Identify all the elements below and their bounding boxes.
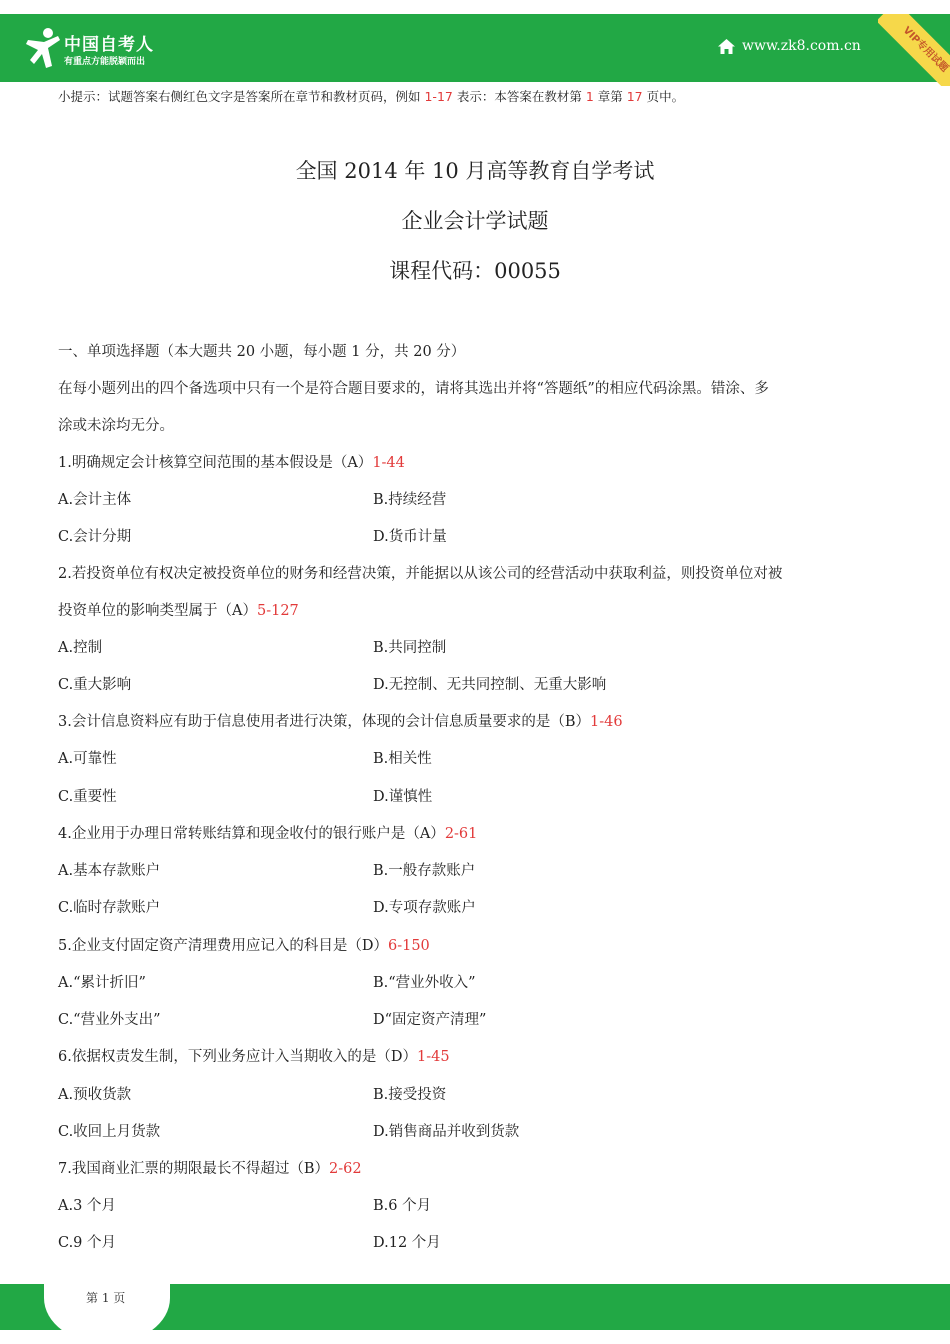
option-b: B.6 个月 bbox=[373, 1198, 432, 1214]
home-icon bbox=[718, 39, 735, 54]
site-logo[interactable] bbox=[24, 24, 174, 74]
option-c: C.“营业外支出” bbox=[58, 1012, 161, 1028]
tip-chapter: 1 bbox=[585, 89, 594, 104]
answer-ref: 2-62 bbox=[329, 1161, 362, 1177]
section-instructions: 在每小题列出的四个备选项中只有一个是符合题目要求的，请将其选出并将“答题纸”的相应代码涂黑。错涂、多 bbox=[58, 381, 769, 397]
option-b: B.持续经营 bbox=[373, 492, 447, 508]
logo-slogan: 有重点方能脱颖而出 bbox=[64, 57, 146, 67]
tip-line bbox=[58, 87, 684, 105]
question-stem: 2.若投资单位有权决定被投资单位的财务和经营决策，并能据以从该公司的经营活动中获取利益，则投资单位对被 bbox=[58, 566, 783, 582]
answer-ref: 2-61 bbox=[444, 826, 478, 842]
exam-title: 全国 2014 年 10 月高等教育自学考试 bbox=[295, 159, 655, 183]
tip-page: 17 bbox=[626, 89, 643, 104]
option-c: C.临时存款账户 bbox=[58, 900, 161, 916]
question-stem: 7.我国商业汇票的期限最长不得超过（B）2-62 bbox=[58, 1161, 362, 1177]
option-a: A.会计主体 bbox=[58, 492, 132, 508]
option-d: D.专项存款账户 bbox=[373, 900, 476, 916]
option-a: A.3 个月 bbox=[58, 1198, 116, 1214]
option-d: D.货币计量 bbox=[373, 529, 447, 545]
option-d: D.谨慎性 bbox=[373, 789, 433, 805]
option-b: B.接受投资 bbox=[373, 1087, 447, 1103]
option-b: B.共同控制 bbox=[373, 640, 447, 656]
option-c: C.会计分期 bbox=[58, 529, 132, 545]
question-stem: 6.依据权责发生制，下列业务应计入当期收入的是（D）1-45 bbox=[58, 1049, 450, 1065]
option-c: C.重大影响 bbox=[58, 677, 132, 693]
answer-ref: 6-150 bbox=[387, 938, 430, 954]
option-d: D.销售商品并收到货款 bbox=[373, 1124, 520, 1140]
question-stem: 4.企业用于办理日常转账结算和现金收付的银行账户是（A）2-61 bbox=[58, 826, 478, 842]
question-stem-continued: 投资单位的影响类型属于（A）5-127 bbox=[58, 603, 299, 619]
option-b: B.“营业外收入” bbox=[373, 975, 476, 991]
answer-ref: 1-45 bbox=[416, 1049, 450, 1065]
option-d: D.12 个月 bbox=[373, 1235, 441, 1251]
option-b: B.一般存款账户 bbox=[373, 863, 476, 879]
footer-page-tab bbox=[44, 1276, 170, 1344]
option-c: C.收回上月货款 bbox=[58, 1124, 161, 1140]
tip-text: 表示：本答案在教材第 bbox=[452, 89, 586, 104]
person-logo-icon bbox=[24, 26, 62, 70]
answer-ref: 5-127 bbox=[256, 603, 299, 619]
subject-title: 企业会计学试题 bbox=[401, 209, 549, 233]
logo-name: 中国自考人 bbox=[64, 35, 154, 55]
site-url: www.zk8.com.cn bbox=[742, 38, 861, 54]
vip-label: VIP专用试题 bbox=[878, 14, 950, 86]
course-code: 课程代码：00055 bbox=[389, 259, 561, 283]
tip-text: 页中。 bbox=[642, 89, 685, 104]
option-b: B.相关性 bbox=[373, 751, 432, 767]
option-a: A.可靠性 bbox=[58, 751, 117, 767]
answer-ref: 1-46 bbox=[590, 714, 623, 730]
option-a: A.“累计折旧” bbox=[58, 975, 146, 991]
question-stem: 3.会计信息资料应有助于信息使用者进行决策，体现的会计信息质量要求的是（B）1-46 bbox=[58, 714, 623, 730]
option-a: A.控制 bbox=[58, 640, 103, 656]
option-a: A.预收货款 bbox=[58, 1087, 132, 1103]
tip-text: 章第 bbox=[593, 89, 627, 104]
header-banner bbox=[0, 14, 950, 82]
tip-example-ref: 1-17 bbox=[424, 89, 453, 104]
option-c: C.重要性 bbox=[58, 789, 117, 805]
answer-ref: 1-44 bbox=[372, 455, 405, 471]
question-stem: 1.明确规定会计核算空间范围的基本假设是（A）1-44 bbox=[58, 455, 405, 471]
vip-corner-badge bbox=[878, 14, 950, 86]
option-d: D“固定资产清理” bbox=[373, 1012, 487, 1028]
section-heading: 一、单项选择题（本大题共 20 小题，每小题 1 分，共 20 分） bbox=[58, 344, 466, 360]
page-number: 第 1 页 bbox=[86, 1291, 126, 1305]
question-stem: 5.企业支付固定资产清理费用应记入的科目是（D）6-150 bbox=[58, 938, 430, 954]
section-instructions: 涂或未涂均无分。 bbox=[58, 418, 174, 434]
option-d: D.无控制、无共同控制、无重大影响 bbox=[373, 677, 607, 693]
tip-text: 小提示：试题答案右侧红色文字是答案所在章节和教材页码，例如 bbox=[58, 89, 425, 104]
option-c: C.9 个月 bbox=[58, 1235, 117, 1251]
option-a: A.基本存款账户 bbox=[58, 863, 161, 879]
